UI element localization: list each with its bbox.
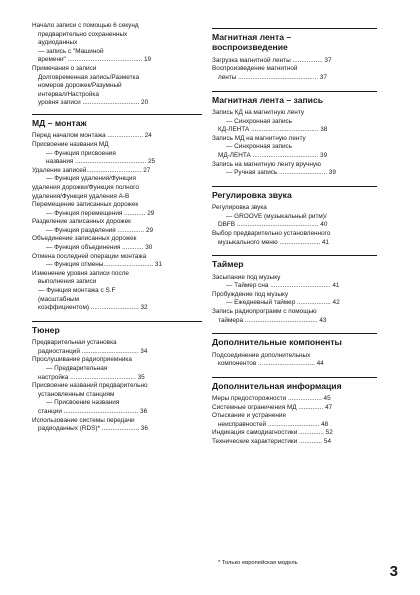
toc-entry-line: — запись с "Машиной [38,47,104,55]
toc-entry-line: интервал/Настройка [38,90,99,98]
toc-right-column [212,22,377,455]
toc-section [212,377,377,447]
toc-entry[interactable] [32,382,202,416]
toc-entry-line: Отмена последней операции монтажа [32,252,147,260]
toc-entry-line: Использование системы передачи [32,416,135,424]
toc-section [212,91,377,178]
toc-entry[interactable] [212,438,377,447]
section-heading: МД – монтаж [32,114,202,128]
toc-entry-line: Прослушивание радиоприемника [32,356,132,364]
toc-entry-line: — Функция объединения ............ 30 [46,244,153,252]
section-heading: Регулировка звука [212,186,377,200]
toc-entry-line: уровня записи ................................ 20 [38,99,149,107]
toc-entry-line: времени" .......................................... 19 [38,56,152,64]
toc-entry[interactable] [212,135,377,161]
toc-entry-line: номеров дорожек/Разумный [38,82,122,90]
section-heading: Таймер [212,255,377,269]
toc-entry-line: DBFB .............................................. 40 [218,221,328,229]
toc-entry-line: Объединение записанных дорожек [32,235,137,243]
toc-entry-line: ленты ............................................. 37 [218,74,327,81]
toc-entry-line: — Синхронная запись [226,117,293,125]
toc-entry[interactable] [32,235,202,252]
toc-entry[interactable] [32,356,202,382]
page-number: 3 [389,563,398,580]
toc-entry[interactable] [32,65,202,108]
toc-section [32,321,202,434]
toc-section [32,22,202,108]
toc-entry[interactable] [212,274,377,291]
toc-section [212,255,377,325]
toc-entry-line: — Функция перемещения ............ 29 [46,209,155,217]
toc-section [212,28,377,83]
toc-entry-line: компонентов ................................ 44 [218,360,324,368]
toc-entry[interactable] [32,253,202,270]
toc-entry[interactable] [212,412,377,429]
toc-entry[interactable] [212,395,377,404]
toc-entry-line: — Синхронная запись [226,143,293,151]
toc-entry-line: Изменение уровня записи после [32,269,129,277]
toc-entry-line: неисправностей ............................. 48 [218,420,329,428]
section-heading: Магнитная лента – запись [212,91,377,105]
toc-entry-line: — Предварительная [46,365,108,372]
toc-entry[interactable] [212,109,377,135]
toc-entry[interactable] [32,417,202,434]
toc-entry-line: Перед началом монтажа .................... 24 [32,132,152,140]
footnote: * Только европейская модель [218,560,298,566]
toc-entry[interactable] [32,339,202,356]
toc-entry-line: удаления дорожки/Функция полного [32,183,139,191]
toc-entry-line: Подсоединение дополнительных [212,351,311,359]
toc-entry-line: Перемещение записанных дорожек [32,201,139,209]
toc-entry-line: предварительно сохраненных [38,30,128,38]
section-heading [212,28,377,53]
toc-entry-line: Запись радиопрограмм с помощью [212,307,317,315]
toc-entry-line: Засыпание под музыку [212,273,281,281]
toc-entry-line: Загрузка магнитной ленты ................. 37 [212,56,332,64]
toc-entry-line: Меры предосторожности ................... 45 [212,395,331,403]
toc-entry[interactable] [212,161,377,178]
toc-entry-line: — Функция монтажа с S.F [38,287,116,295]
toc-entry[interactable] [32,132,202,141]
toc-entry[interactable] [212,291,377,308]
toc-entry[interactable] [32,218,202,235]
toc-entry-line: Примечания о записи [32,64,97,72]
toc-entry-line: Разделение записанных дорожек [32,218,131,226]
toc-entry[interactable] [32,141,202,167]
toc-entry-line: — Таймер сна .................................. 41 [226,282,340,290]
toc-section [212,186,377,247]
toc-entry-line: настройка ..................................... 35 [38,373,145,381]
toc-entry-line: удаления/Функция удаления A-B [32,192,130,200]
toc-entry-line: радиостанций ................................ 34 [38,347,148,355]
toc-entry-line: — Присвоение названия [46,399,120,407]
toc-entry-line: Предварительная установка [32,339,117,347]
toc-entry-line: музыкального меню ....................... 41 [218,238,330,246]
toc-entry[interactable] [212,65,377,82]
toc-entry-line: Пробуждение под музыку [212,290,289,298]
toc-entry-line: Воспроизведение магнитной [212,65,298,73]
toc-entry[interactable] [32,22,202,65]
toc-entry-line: Запись КД на магнитную ленту [212,109,305,116]
toc-entry[interactable] [32,167,202,201]
toc-entry-line: (масштабным [38,295,79,303]
section-heading: Дополнительные компоненты [212,333,377,347]
toc-entry-line: радиоданных (RDS)* ..................... 36 [38,425,148,433]
toc-entry-line: — Функция отмены............................ 31 [46,261,163,269]
toc-entry-line: — Функция разделения ............... 29 [46,226,154,234]
toc-entry-line: Системные ограничения МД .............. 47 [212,403,333,411]
toc-entry[interactable] [212,204,377,230]
toc-entry-line: таймера ......................................... 43 [218,316,327,324]
toc-entry-line: КД-ЛЕНТА ...................................... 38 [218,126,328,134]
toc-entry-line: установленным станциям [38,390,115,398]
toc-entry-line: — Функция удаления/Функция [46,175,136,183]
toc-entry[interactable] [212,404,377,413]
toc-section [212,333,377,369]
toc-entry-line: Долговременная запись/Разметка [38,73,140,81]
toc-entry[interactable] [32,270,202,313]
toc-entry-line: МД-ЛЕНТА ..................................... 39 [218,151,328,159]
toc-entry-line: Технические характеристики ............. 54 [212,438,332,446]
toc-entry-line: — Функция присвоения [46,149,116,157]
toc-entry-line: Запись МД на магнитную ленту [212,134,306,142]
section-heading: Тюнер [32,321,202,335]
toc-entry-line: Удаление записей............................... 27 [32,166,151,174]
toc-entry-line: аудиоданных [38,39,78,47]
toc-entry-line: Присвоение названия МД [32,140,109,148]
toc-entry-line: станции .......................................... 36 [38,407,148,415]
toc-entry-line: Присвоение названий предварительно [32,382,148,390]
toc-entry-line: — Ручная запись ........................... 39 [226,169,336,177]
section-heading-line: воспроизведение [212,42,288,53]
section-heading: Дополнительная информация [212,377,377,391]
toc-entry-line: Отыскание и устранение [212,412,287,420]
toc-entry-line: коэффициентом) ........................... 32 [38,304,148,312]
toc-entry-line: названия ........................................ 25 [46,158,156,166]
toc-entry-line: — GROOVE (музыкальный ритм)/ [226,212,327,220]
toc-entry-line: Выбор предварительно установленного [212,229,331,237]
toc-entry-line: — Ежедневный таймер ................... 42 [226,299,340,307]
toc-left-column [32,22,202,442]
toc-entry-line: Индикация самодиагностики .............. 52 [212,429,333,437]
toc-entry[interactable] [212,230,377,247]
toc-entry-line: Запись на магнитную ленту вручную [212,160,321,168]
toc-section [32,114,202,313]
toc-entry-line: выполнения записи [38,278,97,286]
toc-entry-line: Начало записи с помощью 6 секунд [32,22,139,29]
toc-entry[interactable] [212,352,377,369]
section-heading-line: Магнитная лента – [212,32,292,42]
toc-entry[interactable] [212,308,377,325]
toc-entry[interactable] [212,429,377,438]
toc-entry-line: Регулировка звука [212,204,267,212]
toc-entry[interactable] [32,201,202,218]
